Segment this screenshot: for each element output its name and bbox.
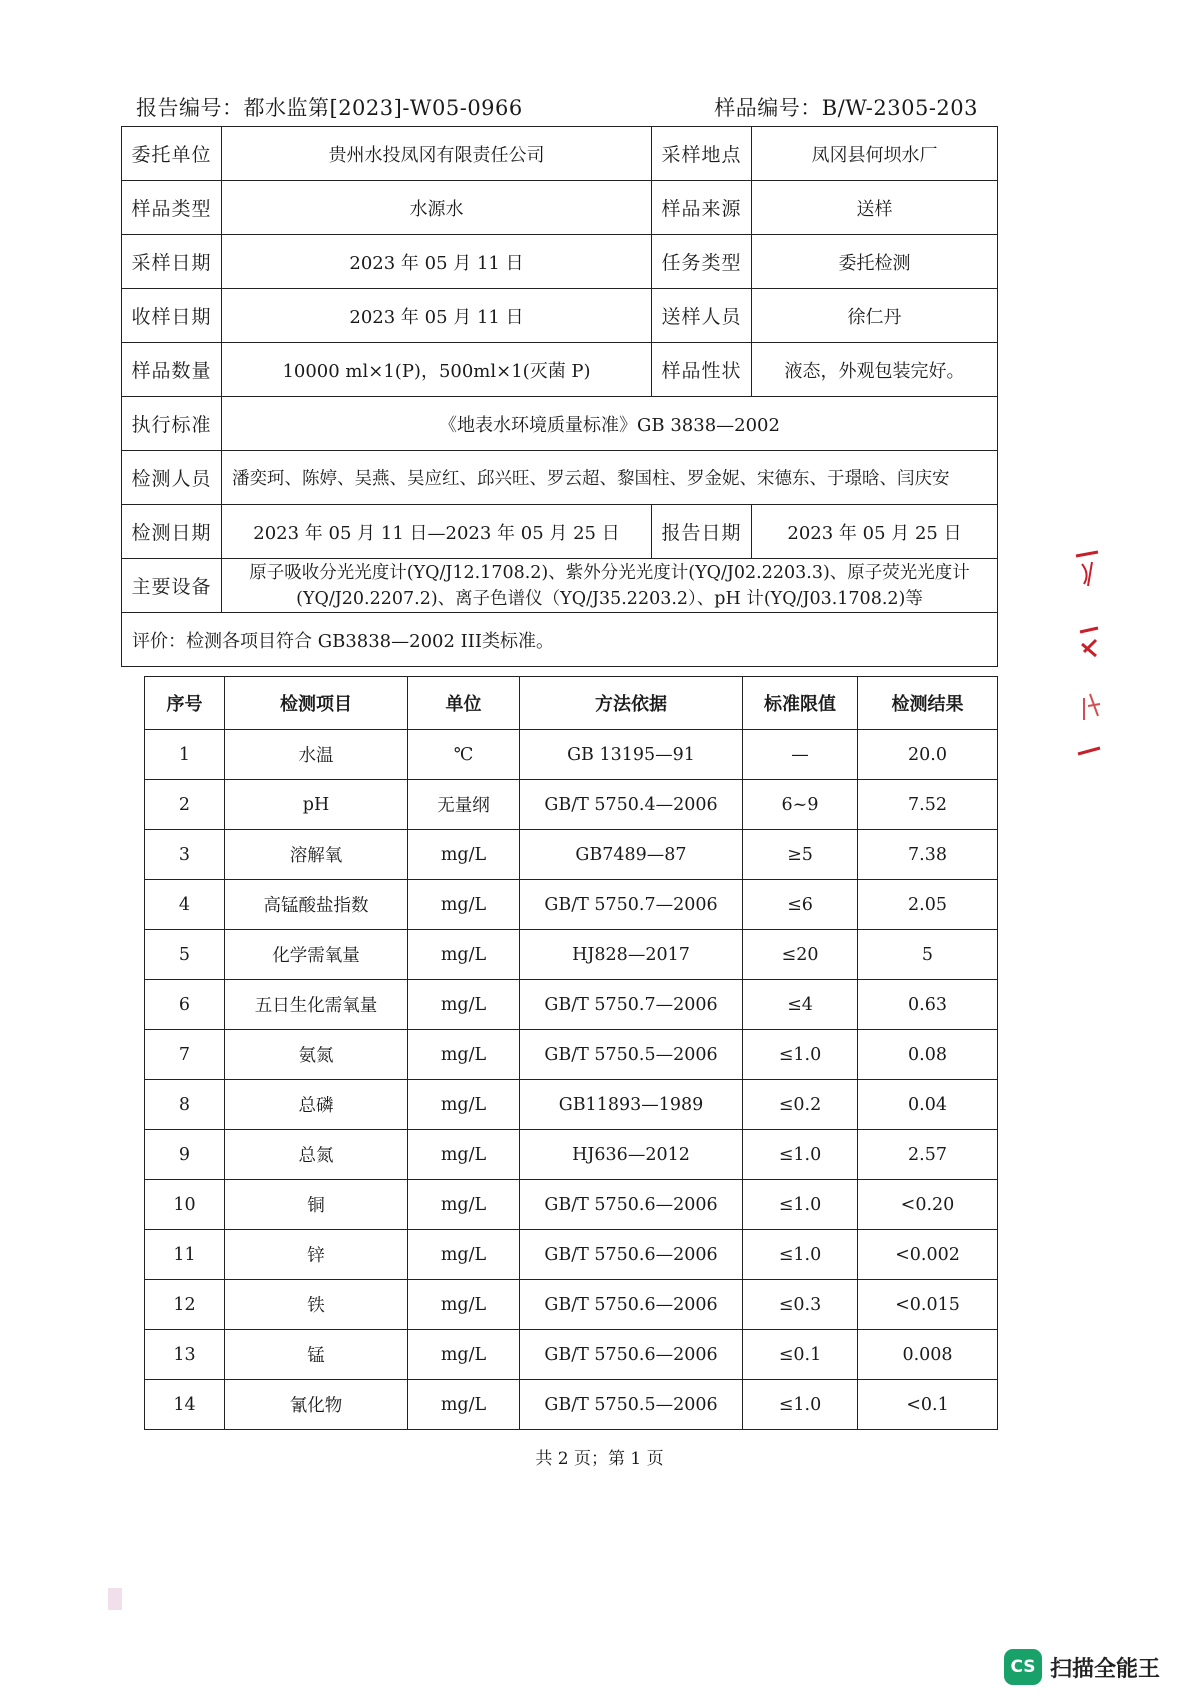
test-result-cell: <0.015 <box>858 1280 998 1330</box>
row-number-cell: 5 <box>145 930 225 980</box>
test-result-cell: 0.008 <box>858 1330 998 1380</box>
test-result-cell: 2.05 <box>858 880 998 930</box>
method-basis-cell: HJ636—2012 <box>520 1130 743 1180</box>
table-row <box>145 1330 998 1380</box>
standard-limit-cell: ≤20 <box>743 930 858 980</box>
column-header: 方法依据 <box>520 677 743 730</box>
info-row <box>122 451 998 505</box>
standard-label: 执行标准 <box>122 397 222 451</box>
unit-cell: mg/L <box>408 1130 520 1180</box>
sender-label: 送样人员 <box>652 289 752 343</box>
row-number-cell: 6 <box>145 980 225 1030</box>
sample-info-table <box>121 126 998 667</box>
method-basis-cell: HJ828—2017 <box>520 930 743 980</box>
column-header: 标准限值 <box>743 677 858 730</box>
table-row <box>145 1380 998 1430</box>
method-basis-cell: GB7489—87 <box>520 830 743 880</box>
site-value: 凤冈县何坝水厂 <box>752 127 998 181</box>
column-header: 序号 <box>145 677 225 730</box>
unit-cell: mg/L <box>408 1330 520 1380</box>
standard-limit-cell: ≤6 <box>743 880 858 930</box>
row-number-cell: 3 <box>145 830 225 880</box>
red-seal-stamp <box>1070 548 1110 768</box>
report-header <box>136 92 978 122</box>
test-result-cell: 7.52 <box>858 780 998 830</box>
standard-limit-cell: ≤0.2 <box>743 1080 858 1130</box>
table-row <box>145 930 998 980</box>
row-number-cell: 2 <box>145 780 225 830</box>
client-label: 委托单位 <box>122 127 222 181</box>
method-basis-cell: GB/T 5750.6—2006 <box>520 1330 743 1380</box>
source-value: 送样 <box>752 181 998 235</box>
method-basis-cell: GB/T 5750.6—2006 <box>520 1180 743 1230</box>
method-basis-cell: GB/T 5750.6—2006 <box>520 1280 743 1330</box>
standard-value: 《地表水环境质量标准》GB 3838—2002 <box>222 397 998 451</box>
type-label: 样品类型 <box>122 181 222 235</box>
method-basis-cell: GB/T 5750.7—2006 <box>520 880 743 930</box>
unit-cell: mg/L <box>408 880 520 930</box>
standard-limit-cell: ≤1.0 <box>743 1230 858 1280</box>
source-label: 样品来源 <box>652 181 752 235</box>
unit-cell: mg/L <box>408 1230 520 1280</box>
standard-limit-cell: ≤1.0 <box>743 1130 858 1180</box>
unit-cell: mg/L <box>408 1280 520 1330</box>
sender-value: 徐仁丹 <box>752 289 998 343</box>
sampling-date-value: 2023 年 05 月 11 日 <box>222 235 652 289</box>
state-label: 样品性状 <box>652 343 752 397</box>
unit-cell: ℃ <box>408 730 520 780</box>
info-row <box>122 613 998 667</box>
info-row <box>122 397 998 451</box>
table-row <box>145 1030 998 1080</box>
standard-limit-cell: ≤0.3 <box>743 1280 858 1330</box>
page-footer: 共 2 页；第 1 页 <box>535 1449 664 1469</box>
standard-limit-cell: ≥5 <box>743 830 858 880</box>
info-row <box>122 181 998 235</box>
table-row <box>145 1080 998 1130</box>
camscanner-logo: CS <box>1004 1649 1042 1685</box>
unit-cell: mg/L <box>408 1030 520 1080</box>
row-number-cell: 1 <box>145 730 225 780</box>
evaluation-text: 评价：检测各项目符合 GB3838—2002 III类标准。 <box>122 613 998 667</box>
test-item-cell: 溶解氧 <box>225 830 408 880</box>
type-value: 水源水 <box>222 181 652 235</box>
client-value: 贵州水投凤冈有限责任公司 <box>222 127 652 181</box>
test-result-cell: 20.0 <box>858 730 998 780</box>
equipment-value <box>222 559 998 613</box>
test-result-cell: 0.08 <box>858 1030 998 1080</box>
equipment-line: 原子吸收分光光度计(YQ/J12.1708.2)、紫外分光光度计(YQ/J02.2203.3)、原子荧光光度计 <box>249 562 970 583</box>
unit-cell: mg/L <box>408 1180 520 1230</box>
sampling-date-label: 采样日期 <box>122 235 222 289</box>
test-item-cell: 铁 <box>225 1280 408 1330</box>
test-result-cell: 7.38 <box>858 830 998 880</box>
method-basis-cell: GB 13195—91 <box>520 730 743 780</box>
test-result-cell: 5 <box>858 930 998 980</box>
test-item-cell: 铜 <box>225 1180 408 1230</box>
test-item-cell: 锰 <box>225 1330 408 1380</box>
test-result-cell: 2.57 <box>858 1130 998 1180</box>
unit-cell: 无量纲 <box>408 780 520 830</box>
column-header: 检测项目 <box>225 677 408 730</box>
test-result-cell: <0.002 <box>858 1230 998 1280</box>
row-number-cell: 4 <box>145 880 225 930</box>
report-number: 报告编号：都水监第[2023]-W05-0966 <box>136 96 523 120</box>
standard-limit-cell: ≤4 <box>743 980 858 1030</box>
standard-limit-cell: ≤1.0 <box>743 1180 858 1230</box>
receive-date-label: 收样日期 <box>122 289 222 343</box>
state-value: 液态，外观包装完好。 <box>752 343 998 397</box>
test-item-cell: 五日生化需氧量 <box>225 980 408 1030</box>
unit-cell: mg/L <box>408 980 520 1030</box>
test-item-cell: 氨氮 <box>225 1030 408 1080</box>
info-row <box>122 289 998 343</box>
table-header-row <box>145 677 998 730</box>
info-row <box>122 343 998 397</box>
column-header: 检测结果 <box>858 677 998 730</box>
table-row <box>145 1130 998 1180</box>
standard-limit-cell: — <box>743 730 858 780</box>
task-label: 任务类型 <box>652 235 752 289</box>
testers-value: 潘奕珂、陈婷、吴燕、吴应红、邱兴旺、罗云超、黎国柱、罗金妮、宋德东、于璟晗、闫庆安 <box>222 451 998 505</box>
test-item-cell: 高锰酸盐指数 <box>225 880 408 930</box>
test-item-cell: pH <box>225 780 408 830</box>
method-basis-cell: GB/T 5750.4—2006 <box>520 780 743 830</box>
row-number-cell: 14 <box>145 1380 225 1430</box>
row-number-cell: 10 <box>145 1180 225 1230</box>
table-row <box>145 1280 998 1330</box>
table-row <box>145 780 998 830</box>
info-row <box>122 505 998 559</box>
results-table <box>144 676 998 1430</box>
row-number-cell: 11 <box>145 1230 225 1280</box>
test-result-cell: 0.63 <box>858 980 998 1030</box>
camscanner-name: 扫描全能王 <box>1050 1656 1161 1682</box>
scan-artifact <box>108 1588 122 1610</box>
info-row <box>122 559 998 613</box>
report-date-value: 2023 年 05 月 25 日 <box>752 505 998 559</box>
info-row <box>122 235 998 289</box>
test-item-cell: 氰化物 <box>225 1380 408 1430</box>
unit-cell: mg/L <box>408 930 520 980</box>
unit-cell: mg/L <box>408 1080 520 1130</box>
row-number-cell: 9 <box>145 1130 225 1180</box>
report-date-label: 报告日期 <box>652 505 752 559</box>
table-row <box>145 1180 998 1230</box>
standard-limit-cell: 6~9 <box>743 780 858 830</box>
test-item-cell: 水温 <box>225 730 408 780</box>
method-basis-cell: GB/T 5750.5—2006 <box>520 1030 743 1080</box>
table-row <box>145 1230 998 1280</box>
test-result-cell: <0.1 <box>858 1380 998 1430</box>
test-item-cell: 化学需氧量 <box>225 930 408 980</box>
standard-limit-cell: ≤1.0 <box>743 1030 858 1080</box>
method-basis-cell: GB/T 5750.5—2006 <box>520 1380 743 1430</box>
table-row <box>145 830 998 880</box>
standard-limit-cell: ≤1.0 <box>743 1380 858 1430</box>
equipment-line: (YQ/J20.2207.2)、离子色谱仪（YQ/J35.2203.2）、pH 计(YQ/J03.1708.2)等 <box>296 588 923 609</box>
test-date-value: 2023 年 05 月 11 日—2023 年 05 月 25 日 <box>222 505 652 559</box>
testers-label: 检测人员 <box>122 451 222 505</box>
sample-number: 样品编号：B/W-2305-203 <box>714 96 978 120</box>
task-value: 委托检测 <box>752 235 998 289</box>
test-result-cell: <0.20 <box>858 1180 998 1230</box>
table-row <box>145 980 998 1030</box>
row-number-cell: 8 <box>145 1080 225 1130</box>
test-result-cell: 0.04 <box>858 1080 998 1130</box>
method-basis-cell: GB11893—1989 <box>520 1080 743 1130</box>
quantity-label: 样品数量 <box>122 343 222 397</box>
method-basis-cell: GB/T 5750.6—2006 <box>520 1230 743 1280</box>
equipment-label: 主要设备 <box>122 559 222 613</box>
method-basis-cell: GB/T 5750.7—2006 <box>520 980 743 1030</box>
table-row <box>145 730 998 780</box>
table-row <box>145 880 998 930</box>
receive-date-value: 2023 年 05 月 11 日 <box>222 289 652 343</box>
camscanner-watermark <box>1004 1648 1160 1686</box>
column-header: 单位 <box>408 677 520 730</box>
test-item-cell: 总氮 <box>225 1130 408 1180</box>
unit-cell: mg/L <box>408 830 520 880</box>
test-date-label: 检测日期 <box>122 505 222 559</box>
quantity-value: 10000 ml×1(P)，500ml×1(灭菌 P) <box>222 343 652 397</box>
row-number-cell: 12 <box>145 1280 225 1330</box>
site-label: 采样地点 <box>652 127 752 181</box>
standard-limit-cell: ≤0.1 <box>743 1330 858 1380</box>
info-row <box>122 127 998 181</box>
test-item-cell: 锌 <box>225 1230 408 1280</box>
row-number-cell: 7 <box>145 1030 225 1080</box>
unit-cell: mg/L <box>408 1380 520 1430</box>
test-item-cell: 总磷 <box>225 1080 408 1130</box>
row-number-cell: 13 <box>145 1330 225 1380</box>
